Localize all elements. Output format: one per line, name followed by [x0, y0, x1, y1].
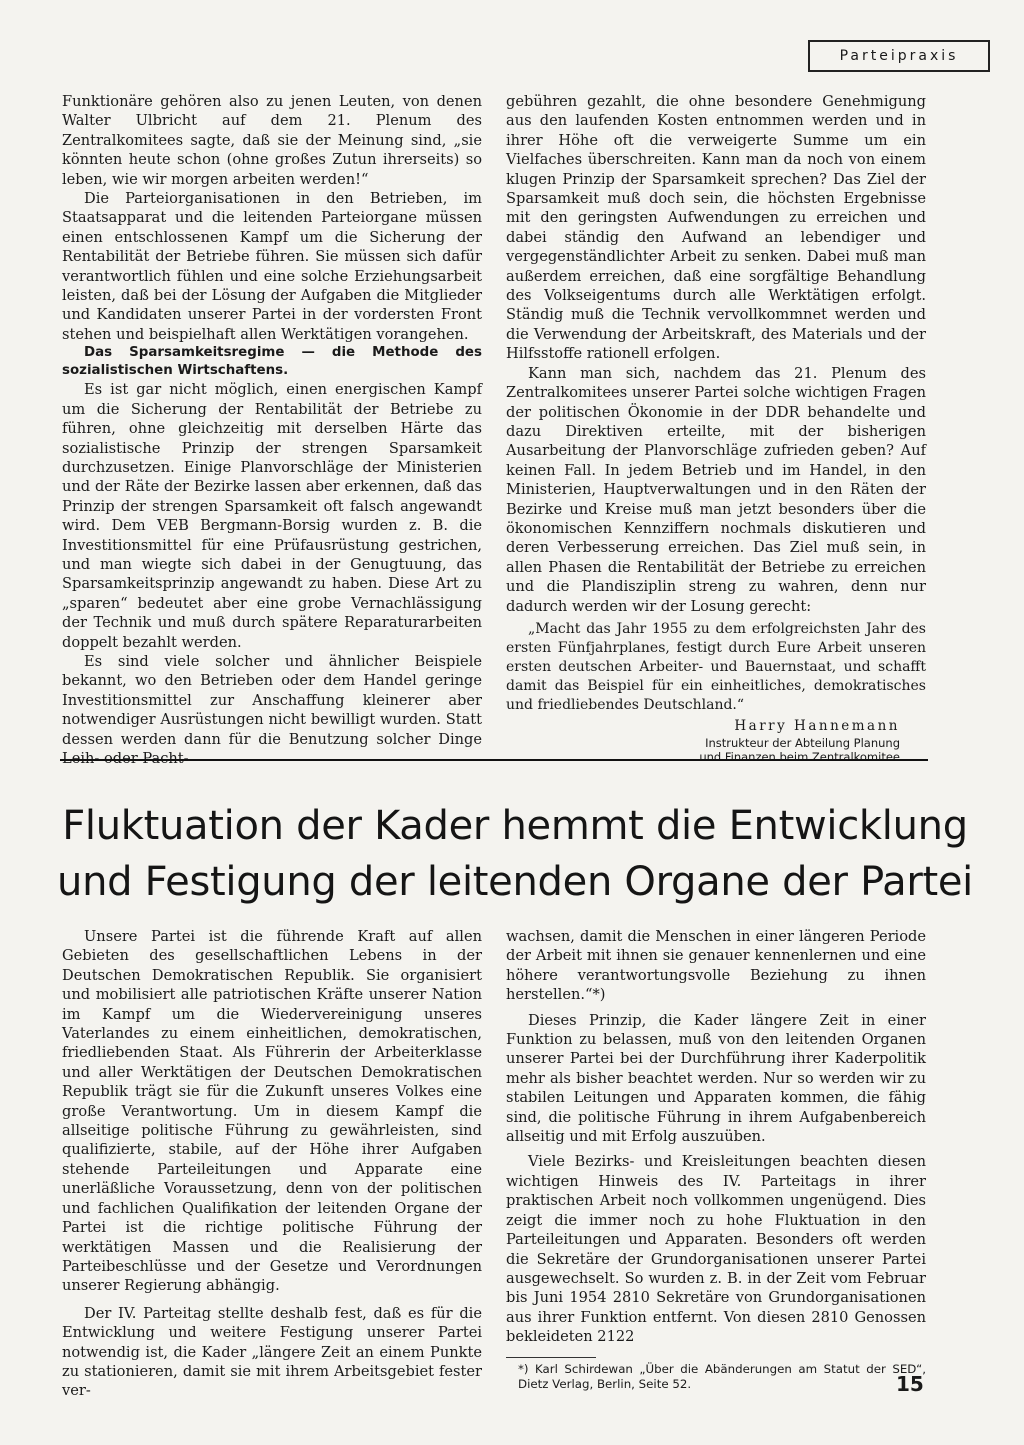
footnote-divider [506, 1357, 596, 1358]
paragraph: Unsere Partei ist die führende Kraft auf allen Gebieten des gesellschaftlichen Lebens in der Deutschen Demokratischen Republik. Sie organisiert und mobilisiert alle patriotischen Kräfte unserer Nation im Kampf um die Wiedervereinigung unseres Vaterlandes zu einem einheitlichen, demokratischen, friedliebenden Staat. Als Führerin der Arbeiterklasse und aller Werktätigen der Deutschen Demokratischen Republik trägt sie für die Zukunft unseres Volkes eine große Verantwortung. Um in diesem Kampf die allseitige politische Führung zu gewährleisten, sind qualifizierte, stabile, auf der Höhe ihrer Aufgaben stehende Parteileitungen und Apparate eine unerläßliche Voraussetzung, denn von der politischen und fachlichen Qualifikation der leitenden Organe der Partei ist die richtige politische Führung der werktätigen Massen und die Realisierung der Parteibeschlüsse und der Gesetze und Verordnungen unserer Regierung abhängig. [62, 928, 482, 1295]
paragraph: gebühren gezahlt, die ohne besondere Genehmigung aus den laufenden Kosten entnommen werden und in ihrer Höhe oft die verweigerte Summe um ein Vielfaches überschreiten. Kann man da noch von einem klugen Prinzip der Sparsamkeit sprechen? Das Ziel der Sparsamkeit muß doch sein, die höchsten Ergebnisse mit den geringsten Aufwendungen zu erreichen und dabei ständig den Aufwand an lebendiger und vergegenständlichter Arbeit zu senken. Dabei muß man außerdem erreichen, daß eine sorgfältige Behandlung des Volkseigentums durch alle Werktätigen erfolgt. Ständig muß die Technik vervollkommnet werden und die Verwendung der Arbeitskraft, des Materials und der Hilfsstoffe rationell erfolgen. [506, 93, 926, 363]
author-role-line-1: Instrukteur der Abteilung Planung [705, 736, 900, 751]
subheading: Das Sparsamkeitsregime — die Methode des sozialistischen Wirtschaftens. [62, 345, 482, 379]
headline-line-2: und Festigung der leitenden Organe der Partei [57, 859, 973, 905]
quote-block [506, 620, 926, 715]
paragraph: Es ist gar nicht möglich, einen energischen Kampf um die Sicherung der Rentabilität der Betriebe zu führen, ohne gleichzeitig mit derselben Härte das sozialistische Prinzip der strengen Sparsamkeit durchzusetzen. Einige Planvorschläge der Ministerien und der Räte der Bezirke lassen aber erkennen, daß das Prinzip der strengen Sparsamkeit oft falsch angewandt wird. Dem VEB Bergmann-Borsig wurden z. B. die Investitionsmittel für eine Prüfausrüstung gestrichen, und man wiegte sich dabei in der Genugtuung, das Sparsamkeitsprinzip angewandt zu haben. Diese Art zu „sparen“ bedeutet aber eine grobe Vernachlässigung der Technik und muß durch spätere Reparaturarbeiten doppelt bezahlt werden. [62, 381, 482, 651]
quote-text: „Macht das Jahr 1955 zu dem erfolgreichsten Jahr des ersten Fünfjahrplanes, festigt durch Eure Arbeit unseren ersten deutschen Arbeiter- und Bauernstaat, und schafft damit das Beispiel für ein einheitliches, demokratisches und friedliebendes Deutschland.“ [506, 620, 926, 713]
paragraph: Dieses Prinzip, die Kader längere Zeit in einer Funktion zu belassen, muß von den leitenden Organen unserer Partei bei der Durchführung ihrer Kaderpolitik mehr als bisher beachtet werden. Nur so werden wir zu stabilen Leitungen und Apparaten kommen, die fähig sind, die politische Führung in ihrem Aufgabenbereich allseitig und mit Erfolg auszuüben. [506, 1011, 926, 1146]
article1-column-1 [62, 92, 482, 768]
headline-line-1: Fluktuation der Kader hemmt die Entwicklung [62, 803, 968, 849]
article2-column-2 [506, 927, 926, 1392]
paragraph: Kann man sich, nachdem das 21. Plenum des Zentralkomitees unserer Partei solche wichtigen Fragen der politischen Ökonomie in der DDR behandelte und dazu Direktiven erteilte, mit der bisherigen Ausarbeitung der Planvorschläge zufrieden geben? Auf keinen Fall. In jedem Betrieb und im Handel, in den Ministerien, Hauptverwaltungen und in den Räten der Bezirke und Kreise muß man jetzt besonders über die ökonomischen Kennziffern nochmals diskutieren und deren Verbesserung erreichen. Das Ziel muß sein, in allen Phasen die Rentabilität der Betriebe zu erreichen und die Plandisziplin streng zu wahren, denn nur dadurch werden wir der Losung gerecht: [506, 364, 926, 615]
author-name: Harry Hannemann [734, 717, 900, 734]
paragraph: wachsen, damit die Menschen in einer längeren Periode der Arbeit mit ihnen sie genauer kennenlernen und eine höhere verantwortungsvolle Beziehung zu ihnen herstellen.“*) [506, 928, 926, 1004]
section-label: Parteipraxis [808, 40, 990, 72]
paragraph: Viele Bezirks- und Kreisleitungen beachten diesen wichtigen Hinweis des IV. Parteitags in ihrer praktischen Arbeit noch vollkommen ungenügend. Dies zeigt die immer noch zu hohe Fluktuation in den Parteileitungen und Apparaten. Besonders oft werden die Sekretäre der Grundorganisationen unserer Partei ausgewechselt. So wurden z. B. in der Zeit vom Februar bis Juni 1954 2810 Sekretäre von Grundorganisationen aus ihrer Funktion entfernt. Von diesen 2810 Genossen bekleideten 2122 [506, 1153, 926, 1346]
paragraph: Der IV. Parteitag stellte deshalb fest, daß es für die Entwicklung und weitere Festigung unserer Partei notwendig ist, die Kader „längere Zeit an einem Punkte zu stationieren, damit sie mit ihrem Arbeitsgebiet fester ver- [62, 1304, 482, 1400]
footnote: *) Karl Schirdewan „Über die Abänderungen am Statut der SED“, Dietz Verlag, Berlin, Seite 52. [518, 1361, 926, 1391]
section-divider [60, 759, 928, 761]
author-role-line-2: und Finanzen beim Zentralkomitee [699, 750, 900, 765]
page-number: 15 [896, 1372, 924, 1396]
paragraph: Die Parteiorganisationen in den Betrieben, im Staatsapparat und die leitenden Parteiorgane müssen einen entschlossenen Kampf um die Sicherung der Rentabilität der Betriebe führen. Sie müssen sich dafür verantwortlich fühlen und eine solche Erziehungsarbeit leisten, daß bei der Lösung der Aufgaben die Mitglieder und Kandidaten unserer Partei in der vordersten Front stehen und beispielhaft allen Werktätigen vorangehen. [62, 190, 482, 343]
paragraph: Funktionäre gehören also zu jenen Leuten, von denen Walter Ulbricht auf dem 21. Plenum des Zentralkomitees sagte, daß sie der Meinung sind, „sie könnten heute schon (ohne großes Zutun ihrerseits) so leben, wie wir morgen arbeiten werden!“ [62, 93, 482, 188]
paragraph: Es sind viele solcher und ähnlicher Beispiele bekannt, wo den Betrieben oder dem Handel geringe Investitionsmittel zur Anschaffung kleinerer aber notwendiger Ausrüstungen nicht bewilligt wurden. Statt dessen werden dann für die Benutzung solcher Dinge Leih- oder Pacht- [62, 652, 482, 767]
article2-column-1 [62, 927, 482, 1401]
article-headline [40, 798, 990, 910]
article1-column-2 [506, 92, 926, 764]
